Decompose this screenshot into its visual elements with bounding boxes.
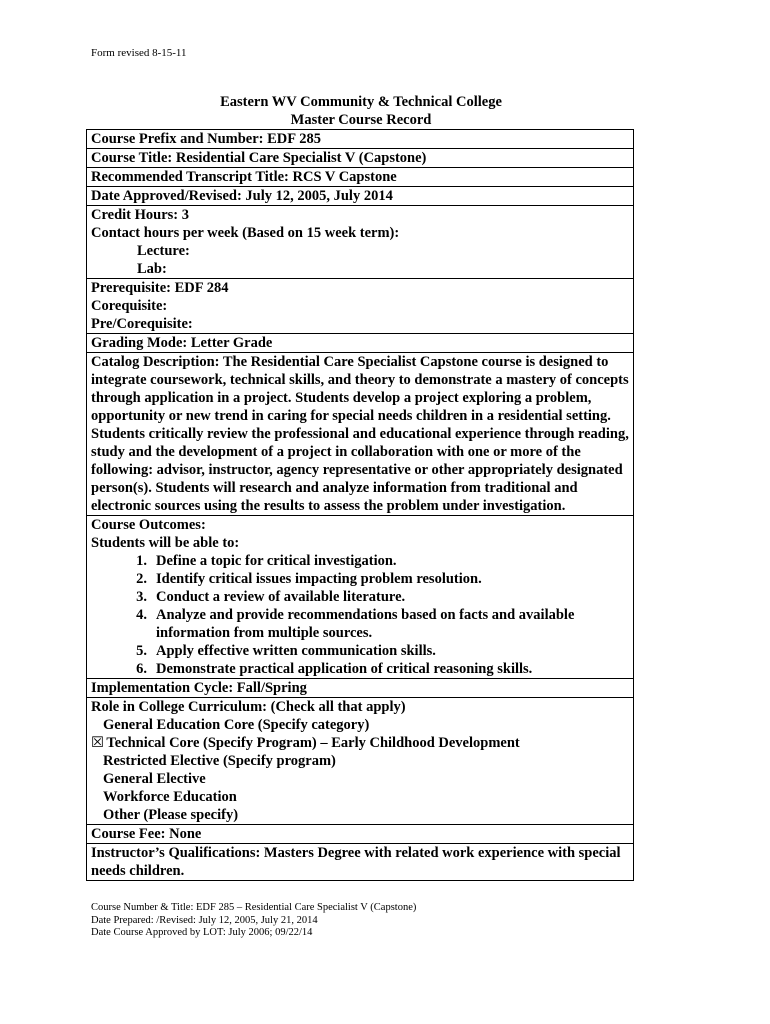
credit-hours: Credit Hours: 3: [91, 207, 190, 223]
pre-corequisite: Pre/Corequisite:: [91, 316, 193, 332]
outcome-number: 6.: [136, 661, 147, 677]
outcomes-intro: Students will be able to:: [91, 535, 240, 551]
outcome-number: 4.: [136, 607, 147, 623]
role-restricted-elective: Restricted Elective (Specify program): [103, 753, 336, 769]
course-record-table: [86, 129, 634, 881]
outcome-text: Identify critical issues impacting problem resolution.: [156, 571, 482, 587]
role-technical-core: [91, 734, 629, 752]
outcome-text: Analyze and provide recommendations based on facts and available information from multiple sources.: [156, 607, 575, 641]
list-item: [91, 570, 629, 588]
college-name: Eastern WV Community & Technical College: [220, 94, 502, 110]
document-title: [86, 93, 636, 129]
outcome-number: 5.: [136, 643, 147, 659]
record-title: Master Course Record: [290, 112, 432, 128]
grading-mode-row: Grading Mode: Letter Grade: [87, 333, 633, 352]
list-item: [91, 588, 629, 606]
requisites-row: [87, 278, 633, 333]
footer-date-approved: Date Course Approved by LOT: July 2006; 09/22/14: [91, 927, 313, 938]
contact-hours: Contact hours per week (Based on 15 week term):: [91, 225, 400, 241]
form-revised-note: Form revised 8-15-11: [91, 47, 187, 59]
outcomes-list: [91, 552, 629, 678]
course-outcomes-row: [87, 515, 633, 678]
lecture-hours: Lecture:: [137, 243, 190, 259]
footer-course-title: Course Number & Title: EDF 285 – Residential Care Specialist V (Capstone): [91, 902, 417, 913]
outcome-number: 3.: [136, 589, 147, 605]
outcomes-heading: Course Outcomes:: [91, 517, 206, 533]
corequisite: Corequisite:: [91, 298, 168, 314]
outcome-number: 2.: [136, 571, 147, 587]
outcome-text: Define a topic for critical investigation.: [156, 553, 397, 569]
curriculum-role-row: [87, 697, 633, 824]
role-heading: Role in College Curriculum: (Check all that apply): [91, 699, 406, 715]
outcome-text: Demonstrate practical application of critical reasoning skills.: [156, 661, 533, 677]
implementation-cycle-row: Implementation Cycle: Fall/Spring: [87, 678, 633, 697]
checked-box-icon: ☒: [91, 735, 104, 751]
course-fee-row: Course Fee: None: [87, 824, 633, 843]
course-title-row: Course Title: Residential Care Specialist V (Capstone): [87, 148, 633, 167]
list-item: [91, 552, 629, 570]
role-technical-core-label: Technical Core (Specify Program) – Early Childhood Development: [106, 735, 520, 751]
list-item: [91, 642, 629, 660]
footer-date-prepared: Date Prepared: /Revised: July 12, 2005, July 21, 2014: [91, 914, 318, 926]
list-item: [91, 660, 629, 678]
date-approved-row: Date Approved/Revised: July 12, 2005, July 2014: [87, 186, 633, 205]
outcome-number: 1.: [136, 553, 147, 569]
role-workforce-education: Workforce Education: [103, 789, 237, 805]
page-footer: [91, 902, 416, 940]
role-general-education: General Education Core (Specify category): [103, 717, 370, 733]
instructor-qualifications-row: Instructor’s Qualifications: Masters Degree with related work experience with special needs children.: [87, 843, 633, 880]
outcome-text: Conduct a review of available literature.: [156, 589, 406, 605]
catalog-description-row: Catalog Description: The Residential Care Specialist Capstone course is designed to integrate coursework, technical skills, and theory to demonstrate a mastery of concepts through application in a project. Students develop a project exploring a problem, opportunity or new trend in caring for special needs children in a residential setting. Students critically review the professional and educational experience through reading, study and the development of a project in collaboration with one or more of the following: advisor, instructor, agency representative or other appropriately designated person(s). Students will research and analyze information from traditional and electronic sources using the results to assess the problem under investigation.: [87, 352, 633, 515]
lab-hours: Lab:: [137, 261, 167, 277]
hours-row: [87, 205, 633, 278]
outcome-text: Apply effective written communication skills.: [156, 643, 436, 659]
course-prefix-row: Course Prefix and Number: EDF 285: [91, 131, 321, 147]
transcript-title-row: Recommended Transcript Title: RCS V Capstone: [87, 167, 633, 186]
prerequisite: Prerequisite: EDF 284: [91, 280, 229, 296]
role-general-elective: General Elective: [103, 771, 206, 787]
role-other: Other (Please specify): [103, 807, 239, 823]
list-item: [91, 606, 629, 642]
